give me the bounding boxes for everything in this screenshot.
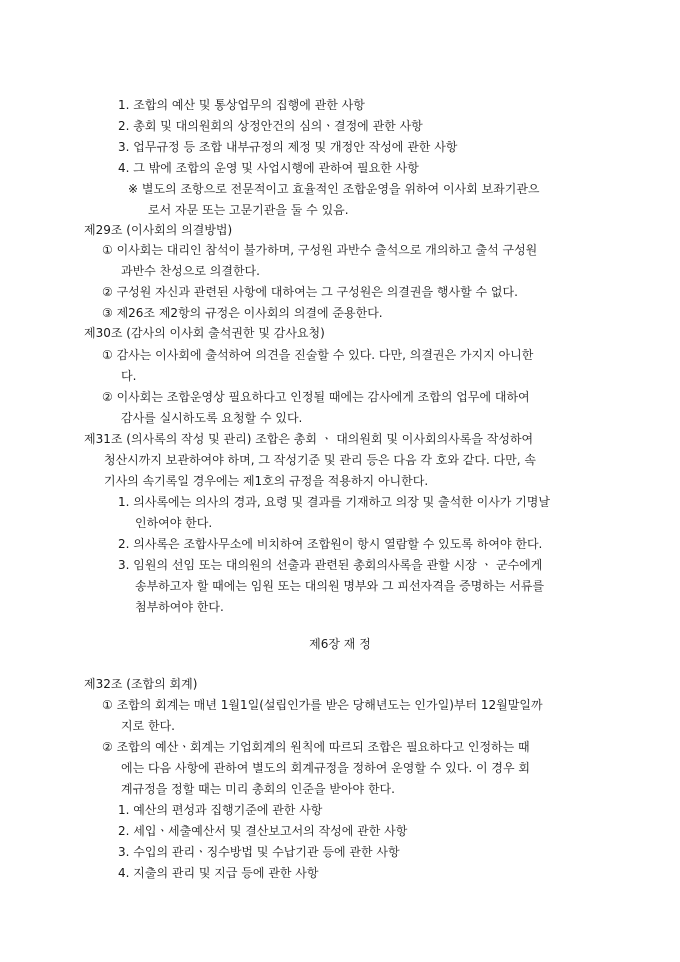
paragraph-continued: 과반수 찬성으로 의결한다.	[121, 264, 260, 279]
note-text-continued: 로서 자문 또는 고문기관을 둘 수 있음.	[148, 203, 349, 218]
paragraph-item: ① 조합의 회계는 매년 1월1일(설립인가를 받은 당해년도는 인가일)부터 12월말일까	[102, 697, 543, 712]
list-item: 2. 세입ㆍ세출예산서 및 결산보고서의 작성에 관한 사항	[118, 823, 408, 838]
paragraph-continued: 계규정을 정할 때는 미리 총회의 인준을 받아야 한다.	[121, 781, 395, 796]
list-item-continued: 인하여야 한다.	[135, 516, 213, 531]
paragraph-continued: 에는 다음 사항에 관하여 별도의 회계규정을 정하여 운영할 수 있다. 이 경우 회	[121, 760, 530, 775]
list-item: 2. 총회 및 대의원회의 상정안건의 심의ㆍ결정에 관한 사항	[118, 119, 423, 133]
article-31-heading: 제31조 (의사록의 작성 및 관리) 조합은 총회 ㆍ 대의원회 및 이사회의사록을 작성하여	[84, 432, 534, 447]
note-text: ※ 별도의 조항으로 전문적이고 효율적인 조합운영을 위하여 이사회 보좌기관으	[128, 182, 540, 196]
paragraph-item: ① 이사회는 대리인 참석이 불가하며, 구성원 과반수 출석으로 개의하고 출석 구성원	[102, 243, 538, 258]
paragraph-item: ② 이사회는 조합운영상 필요하다고 인정될 때에는 감사에게 조합의 업무에 대하여	[102, 390, 530, 405]
list-item: 2. 의사록은 조합사무소에 비치하여 조합원이 항시 열람할 수 있도록 하여야 한다.	[118, 537, 543, 552]
list-item-continued: 송부하고자 할 때에는 임원 또는 대의원 명부와 그 피선자격을 증명하는 서류를	[135, 579, 545, 594]
paragraph-continued: 지로 한다.	[121, 718, 175, 733]
list-item: 3. 임원의 선임 또는 대의원의 선출과 관련된 총회의사록을 관할 시장 ㆍ 군수에게	[118, 558, 543, 573]
list-item: 3. 수입의 관리ㆍ징수방법 및 수납기관 등에 관한 사항	[118, 844, 400, 859]
list-item-continued: 첨부하여야 한다.	[135, 600, 224, 615]
list-item: 1. 예산의 편성과 집행기준에 관한 사항	[118, 802, 323, 817]
chapter-title: 제6장 재 정	[309, 636, 371, 651]
paragraph-item: ③ 제26조 제2항의 규정은 이사회의 의결에 준용한다.	[102, 306, 383, 321]
list-item: 4. 그 밖에 조합의 운영 및 사업시행에 관하여 필요한 사항	[118, 161, 419, 175]
article-31-text: 청산시까지 보관하여야 하며, 그 작성기준 및 관리 등은 다음 각 호와 같다. 다만, 속	[104, 453, 536, 468]
paragraph-continued: 다.	[121, 369, 137, 384]
list-item: 3. 업무규정 등 조합 내부규정의 제정 및 개정안 작성에 관한 사항	[118, 140, 458, 154]
paragraph-item: ② 조합의 예산ㆍ회계는 기업회계의 원칙에 따르되 조합은 필요하다고 인정하는 때	[102, 739, 530, 754]
article-32-heading: 제32조 (조합의 회계)	[84, 676, 198, 691]
list-item: 1. 조합의 예산 및 통상업무의 집행에 관한 사항	[118, 98, 365, 112]
paragraph-item: ① 감사는 이사회에 출석하여 의견을 진술할 수 있다. 다만, 의결권은 가지지 아니한	[102, 348, 534, 363]
article-30-heading: 제30조 (감사의 이사회 출석권한 및 감사요청)	[84, 326, 325, 341]
list-item: 4. 지출의 관리 및 지급 등에 관한 사항	[118, 865, 319, 880]
paragraph-item: ② 구성원 자신과 관련된 사항에 대하여는 그 구성원은 의결권을 행사할 수 없다.	[102, 285, 518, 300]
list-item: 1. 의사록에는 의사의 경과, 요령 및 결과를 기재하고 의장 및 출석한 이사가 기명날	[118, 495, 550, 510]
article-31-text: 기사의 속기록일 경우에는 제1호의 규정을 적용하지 아니한다.	[104, 474, 429, 489]
paragraph-continued: 감사를 실시하도록 요청할 수 있다.	[121, 411, 303, 426]
article-29-heading: 제29조 (이사회의 의결방법)	[84, 223, 233, 238]
